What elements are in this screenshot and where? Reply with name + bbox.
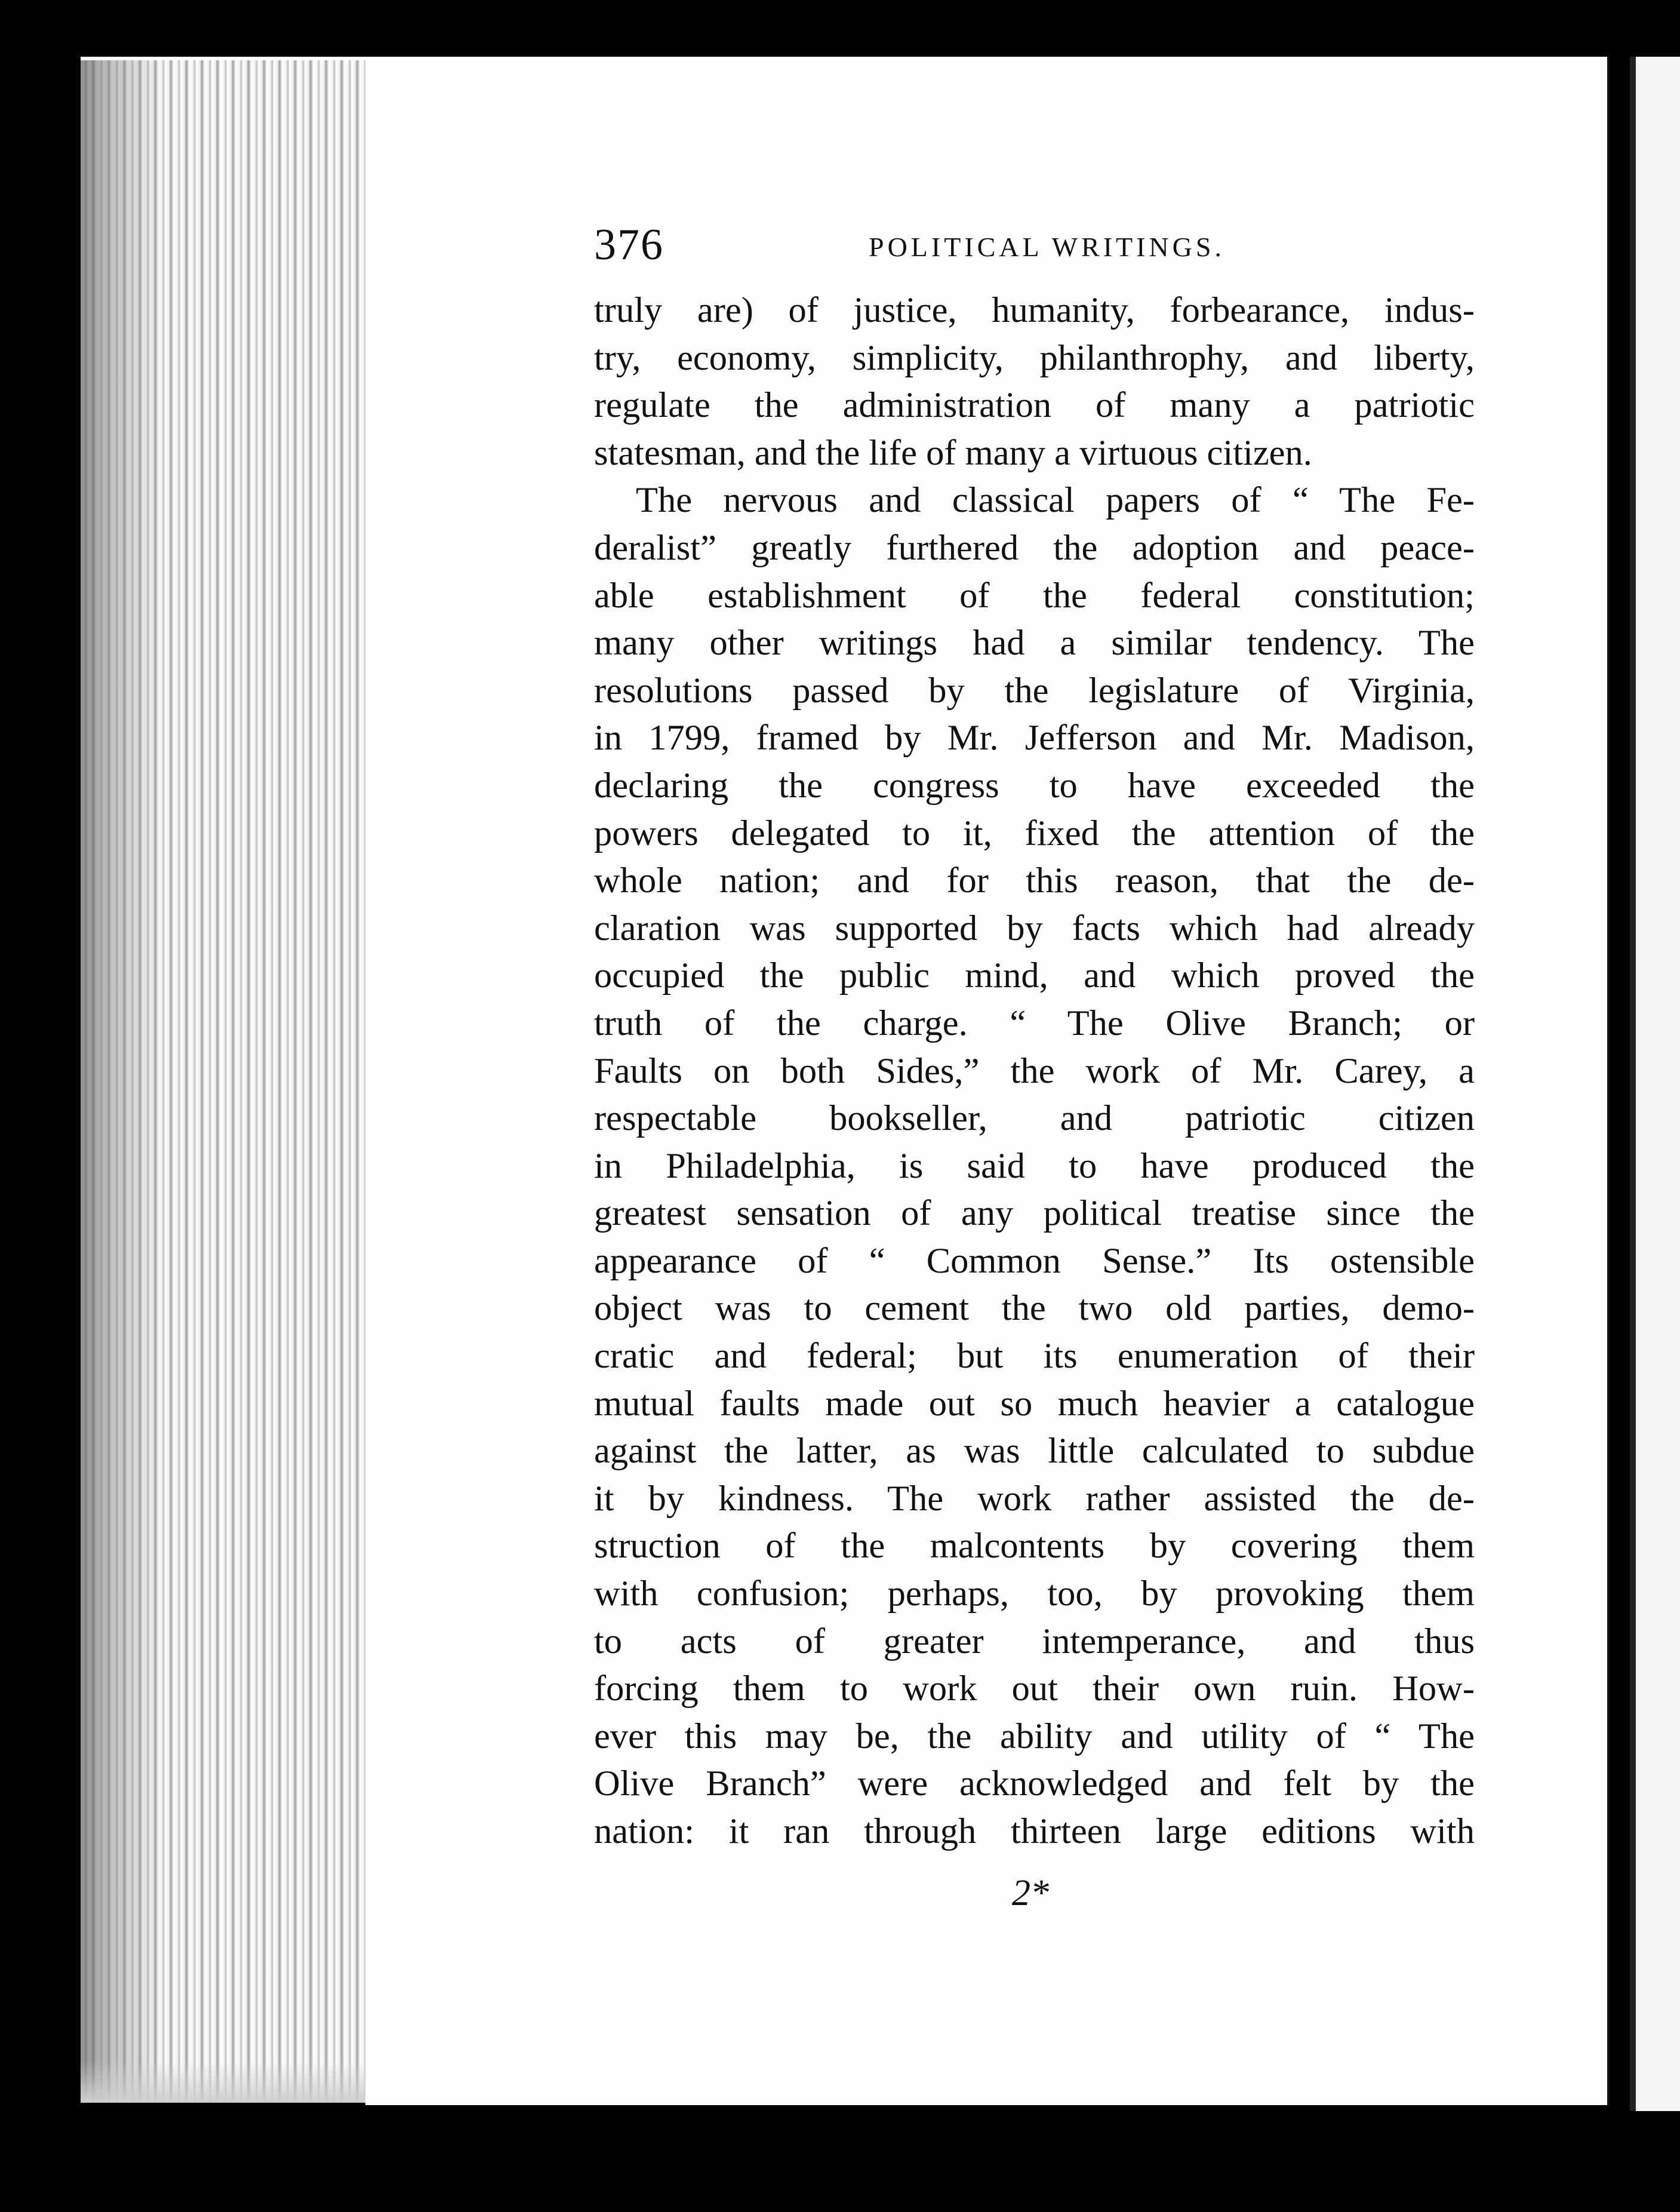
facing-page-edge [1630, 57, 1680, 2111]
text-line: able establishment of the federal constitution; [594, 575, 1475, 616]
text-line: regulate the administration of many a patriotic [594, 385, 1475, 426]
text-line: claration was supported by facts which had already [594, 908, 1475, 948]
text-line: object was to cement the two old parties, demo- [594, 1288, 1475, 1329]
text-line: whole nation; and for this reason, that the de- [594, 861, 1475, 901]
page-edge-stack [81, 57, 367, 2103]
text-line: with confusion; perhaps, too, by provoking them [594, 1574, 1475, 1614]
text-line: statesman, and the life of many a virtuous citizen. [594, 432, 1312, 473]
text-line: truly are) of justice, humanity, forbearance, indus- [594, 290, 1475, 330]
text-line: Olive Branch” were acknowledged and felt by the [594, 1764, 1475, 1804]
text-line: nation: it ran through thirteen large editions with [594, 1811, 1475, 1851]
page-header [594, 215, 1475, 281]
text-line: occupied the public mind, and which proved the [594, 956, 1475, 996]
text-line: truth of the charge. “ The Olive Branch; or [594, 1003, 1475, 1043]
text-line: in Philadelphia, is said to have produced the [594, 1145, 1475, 1186]
text-line: to acts of greater intemperance, and thus [594, 1621, 1475, 1661]
text-line: appearance of “ Common Sense.” Its ostensible [594, 1240, 1475, 1281]
text-line: resolutions passed by the legislature of Virginia, [594, 670, 1475, 711]
body-text [594, 287, 1475, 1855]
text-line: many other writings had a similar tendency. The [594, 623, 1475, 663]
text-line: mutual faults made out so much heavier a catalogue [594, 1383, 1475, 1424]
text-line: Faults on both Sides,” the work of Mr. Carey, a [594, 1050, 1475, 1091]
signature-mark: 2* [1012, 1873, 1049, 1913]
page-number: 376 [594, 220, 664, 269]
text-line: deralist” greatly furthered the adoption and peace- [594, 527, 1475, 568]
text-line: against the latter, as was little calculated to subdue [594, 1431, 1475, 1471]
text-line: powers delegated to it, fixed the attention of the [594, 813, 1475, 853]
running-head: POLITICAL WRITINGS. [869, 232, 1225, 262]
text-line: cratic and federal; but its enumeration of their [594, 1336, 1475, 1377]
text-line: greatest sensation of any political treatise since the [594, 1193, 1475, 1234]
text-line: respectable bookseller, and patriotic citizen [594, 1098, 1475, 1139]
text-line: declaring the congress to have exceeded the [594, 765, 1475, 806]
text-line: try, economy, simplicity, philanthrophy, and liberty, [594, 337, 1475, 378]
text-line: ever this may be, the ability and utility of “ The [594, 1716, 1475, 1756]
text-line: The nervous and classical papers of “ The Fe- [636, 480, 1475, 521]
text-line: forcing them to work out their own ruin. How- [594, 1669, 1475, 1709]
text-line: struction of the malcontents by covering them [594, 1526, 1475, 1566]
text-line: in 1799, framed by Mr. Jefferson and Mr. Madison, [594, 718, 1475, 758]
text-line: it by kindness. The work rather assisted the de- [594, 1478, 1475, 1519]
